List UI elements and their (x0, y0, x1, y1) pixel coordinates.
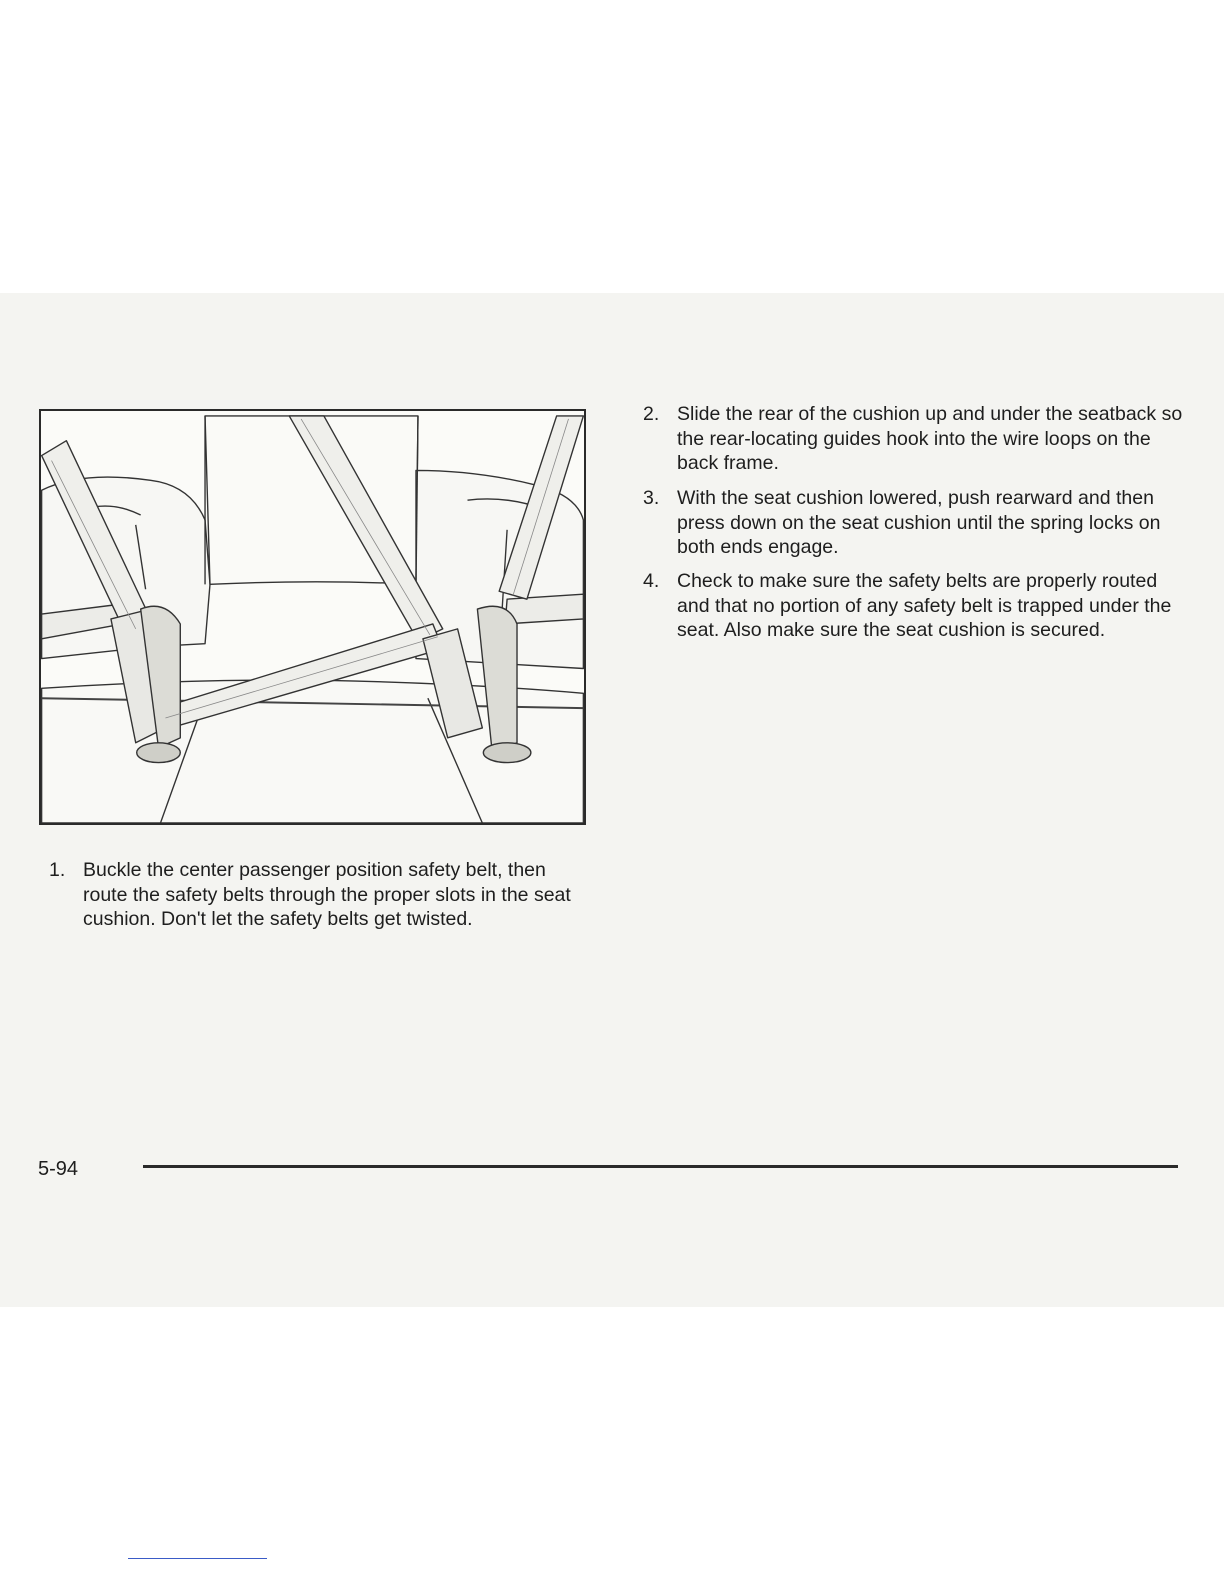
step-text: Check to make sure the safety belts are properly routed and that no portion of any safety belt is trapped under the seat. Also make sure the seat cushion is secured. (677, 570, 1172, 641)
step-number: 4. (643, 570, 660, 592)
instruction-step-2 (643, 402, 1183, 476)
instruction-step-3 (643, 486, 1183, 560)
step-text: Slide the rear of the cushion up and under the seatback so the rear-locating guides hook into the wire loops on the back frame. (677, 403, 1183, 474)
step-number: 2. (643, 403, 660, 425)
step-number: 3. (643, 487, 660, 509)
seat-illustration-drawing (41, 411, 584, 823)
seat-belt-illustration (39, 409, 586, 825)
footer-rule (143, 1165, 1178, 1168)
step-number: 1. (49, 859, 66, 881)
step-text: Buckle the center passenger position safety belt, then route the safety belts through the proper slots in the seat cushion. Don't let the safety belts get twisted. (83, 859, 571, 930)
step-text: With the seat cushion lowered, push rearward and then press down on the seat cushion until the spring locks on both ends engage. (677, 487, 1161, 558)
instruction-step-1 (49, 858, 589, 932)
instruction-step-4 (643, 569, 1183, 643)
link-underline (128, 1558, 267, 1559)
page-number: 5-94 (38, 1158, 79, 1180)
